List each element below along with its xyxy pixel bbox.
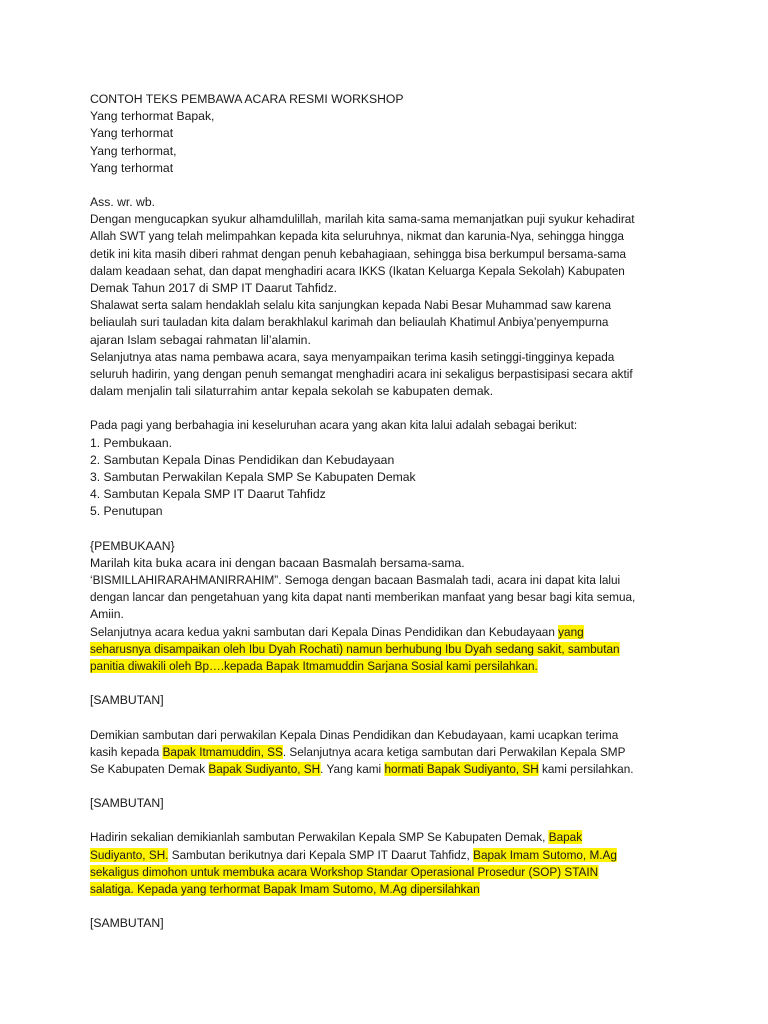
highlighted-text: Bapak Sudiyanto, SH xyxy=(208,761,321,776)
text-line: detik ini kita masih diberi rahmat dengan penuh kebahagiaan, sehingga bisa berkumpul bersama-sama xyxy=(90,246,627,261)
text-line: Amiin. xyxy=(90,607,124,622)
highlighted-text: panitia diwakili oleh Bp….kepada Bapak Itmamuddin Sarjana Sosial kami persilahkan. xyxy=(90,659,538,674)
pembukaan-heading: {PEMBUKAAN} xyxy=(90,538,175,553)
text-line xyxy=(90,658,690,675)
sambutan-perwakilan-paragraph xyxy=(90,727,690,779)
salutation-line: Yang terhormat xyxy=(90,126,174,141)
text-line: Se Kabupaten Demak Bapak Sudiyanto, SH. Yang kami hormati Bapak Sudiyanto, SH kami persilahkan. xyxy=(90,761,634,776)
sambutan-marker: [SAMBUTAN] xyxy=(90,916,164,931)
text-line: dengan lancar dan pengetahuan yang kita dapat nanti memberikan manfaat yang besar bagi kita semua, xyxy=(90,590,636,605)
text-line: dalam keadaan sehat, dan dapat menghadiri acara IKKS (Ikatan Keluarga Kepala Sekolah) Kabupaten xyxy=(90,263,625,278)
agenda-intro: Pada pagi yang berbahagia ini keseluruhan acara yang akan kita lalui adalah sebagai berikut: xyxy=(90,418,578,433)
text-line xyxy=(90,864,690,881)
highlighted-text: Sudiyanto, SH. xyxy=(90,847,169,862)
text-line: seluruh hadirin, yang dengan penuh semangat menghadiri acara ini sekaligus berpastisipasi secara aktif xyxy=(90,367,633,382)
agenda-item: 4. Sambutan Kepala SMP IT Daarut Tahfidz xyxy=(90,487,326,502)
text-line: Selanjutnya atas nama pembawa acara, saya menyampaikan terima kasih setinggi-tingginya kepada xyxy=(90,349,615,364)
salutation-line: Yang terhormat xyxy=(90,160,174,175)
highlighted-text: Bapak Imam Sutomo, M.Ag xyxy=(473,847,617,862)
text-line xyxy=(90,641,690,658)
text-line: Demak Tahun 2017 di SMP IT Daarut Tahfidz. xyxy=(90,281,338,296)
text-line: ajaran Islam sebagai rahmatan lil’alamin. xyxy=(90,332,311,347)
sambutan-marker: [SAMBUTAN] xyxy=(90,796,164,811)
highlighted-text: sekaligus dimohon untuk membuka acara Workshop Standar Operasional Prosedur (SOP) STAIN xyxy=(90,864,599,879)
text-line: beliaulah suri tauladan kita dalam berakhlakul karimah dan beliaulah Khatimul Anbiya’penyempurna xyxy=(90,315,609,330)
salutation-line: Yang terhormat, xyxy=(90,143,177,158)
text-line: ‘BISMILLAHIRARAHMANIRRAHIM”. Semoga dengan bacaan Basmalah tadi, acara ini dapat kita lalui xyxy=(90,573,621,588)
document-title: CONTOH TEKS PEMBAWA ACARA RESMI WORKSHOP xyxy=(90,92,404,106)
agenda-list xyxy=(90,435,690,521)
sambutan-kepala-dinas-paragraph xyxy=(90,624,690,676)
sambutan-kepala-smp-paragraph xyxy=(90,829,690,898)
text-line: Dengan mengucapkan syukur alhamdulillah, marilah kita sama-sama memanjatkan puji syukur kehadirat xyxy=(90,212,635,227)
text-line: Demikian sambutan dari perwakilan Kepala Dinas Pendidikan dan Kebudayaan, kami ucapkan terima xyxy=(90,727,619,742)
text-line: Sudiyanto, SH. Sambutan berikutnya dari Kepala SMP IT Daarut Tahfidz, Bapak Imam Sutomo, M.Ag xyxy=(90,847,617,862)
text-line: Marilah kita buka acara ini dengan bacaan Basmalah bersama-sama. xyxy=(90,555,465,570)
text-line xyxy=(90,881,690,898)
highlighted-text: Bapak Itmamuddin, SS xyxy=(162,744,283,759)
greeting: Ass. wr. wb. xyxy=(90,195,156,210)
agenda-item: 1. Pembukaan. xyxy=(90,435,172,450)
text-line: kasih kepada Bapak Itmamuddin, SS. Selanjutnya acara ketiga sambutan dari Perwakilan Kepala SMP xyxy=(90,744,626,759)
text-line: dalam menjalin tali silaturrahim antar kepala sekolah se kabupaten demak. xyxy=(90,384,494,399)
agenda-item: 3. Sambutan Perwakilan Kepala SMP Se Kabupaten Demak xyxy=(90,470,416,485)
agenda-item: 2. Sambutan Kepala Dinas Pendidikan dan Kebudayaan xyxy=(90,452,395,467)
salutation-line: Yang terhormat Bapak, xyxy=(90,109,215,124)
highlighted-text: yang xyxy=(558,624,584,639)
text-line: Selanjutnya acara kedua yakni sambutan dari Kepala Dinas Pendidikan dan Kebudayaan yang xyxy=(90,624,584,639)
highlighted-text: hormati Bapak Sudiyanto, SH xyxy=(384,761,539,776)
text-line: Allah SWT yang telah melimpahkan kepada kita seluruhnya, nikmat dan karunia-Nya, sehingga hingga xyxy=(90,229,624,244)
highlighted-text: seharusnya disampaikan oleh Ibu Dyah Rochati) namun berhubung Ibu Dyah sedang sakit, sambutan xyxy=(90,641,620,656)
text-line: Shalawat serta salam hendaklah selalu kita sanjungkan kepada Nabi Besar Muhammad saw karena xyxy=(90,298,612,313)
intro-paragraph xyxy=(90,211,690,400)
agenda-item: 5. Penutupan xyxy=(90,504,163,519)
highlighted-text: Bapak xyxy=(548,830,583,845)
sambutan-marker: [SAMBUTAN] xyxy=(90,693,164,708)
pembukaan-paragraph xyxy=(90,555,690,624)
highlighted-text: salatiga. Kepada yang terhormat Bapak Imam Sutomo, M.Ag dipersilahkan xyxy=(90,881,480,896)
text-line: Hadirin sekalian demikianlah sambutan Perwakilan Kepala SMP Se Kabupaten Demak, Bapak xyxy=(90,830,583,845)
document-body xyxy=(90,91,690,932)
